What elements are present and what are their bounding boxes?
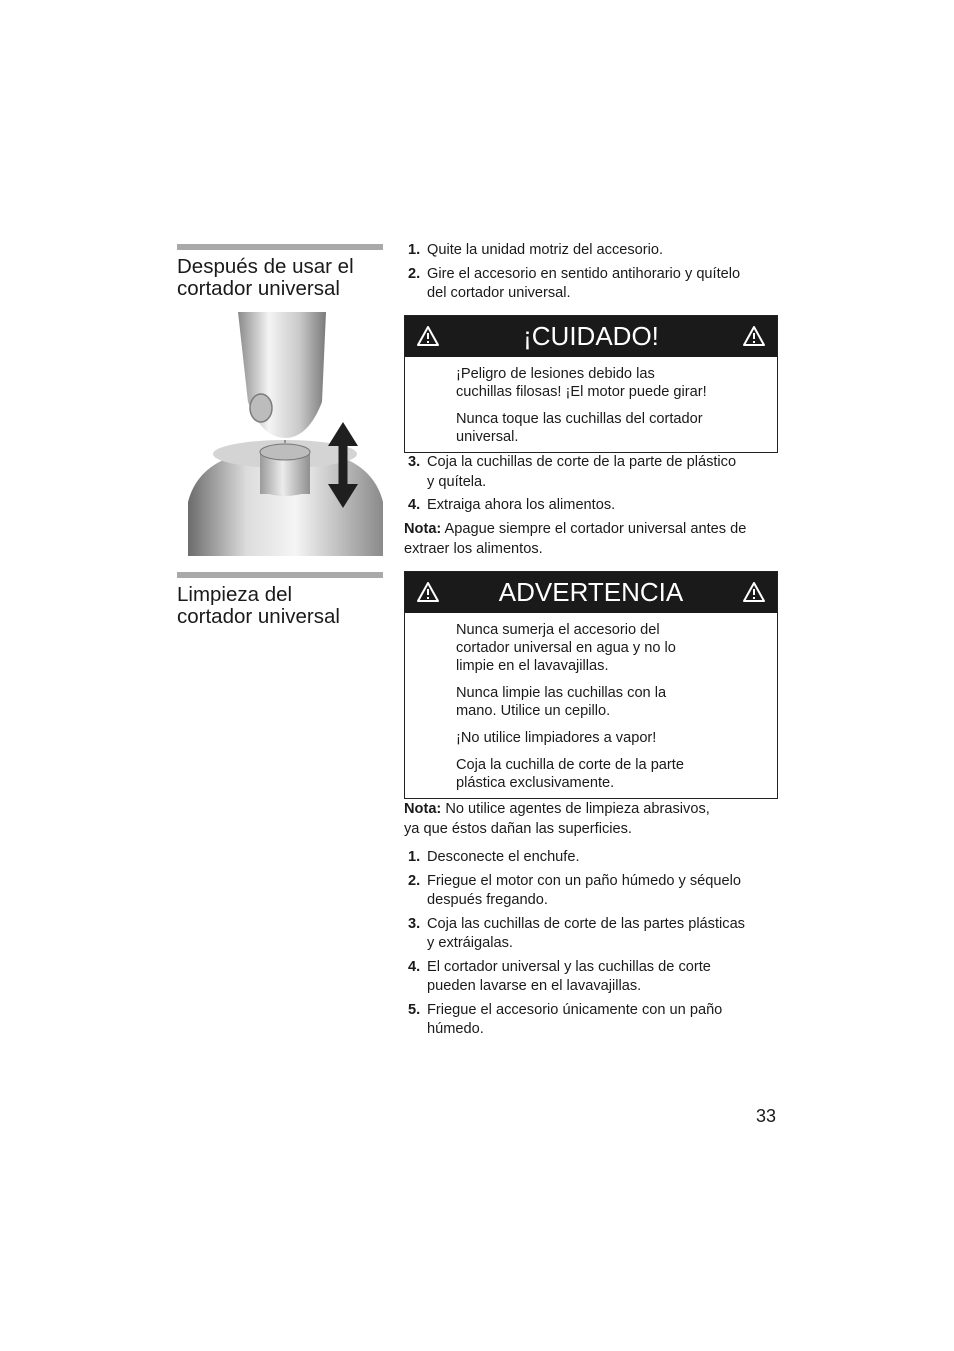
list-item <box>404 915 776 954</box>
step-text: húmedo. <box>427 1021 484 1037</box>
list-item <box>404 958 776 997</box>
warning-text: plástica exclusivamente. <box>456 775 615 791</box>
warning-triangle-icon <box>742 581 766 603</box>
warning-text: mano. Utilice un cepillo. <box>456 703 611 719</box>
list-item <box>404 241 776 261</box>
list-item <box>404 1001 776 1040</box>
caution-title: ¡CUIDADO! <box>523 321 659 351</box>
caution-paragraph <box>456 365 767 401</box>
step-number: 4. <box>408 958 421 975</box>
step-number: 3. <box>408 454 421 470</box>
warning-box <box>404 571 778 799</box>
steps-list-removal <box>404 241 776 308</box>
section-title-line: Limpieza del <box>177 583 293 606</box>
note-label: Nota: <box>404 801 442 817</box>
list-item <box>404 496 776 516</box>
note-switch-off <box>404 520 776 559</box>
caution-text: Nunca toque las cuchillas del cortador <box>456 411 703 427</box>
caution-box <box>404 315 778 453</box>
step-text: y quítela. <box>427 473 487 490</box>
step-text: Desconecte el enchufe. <box>427 849 580 865</box>
list-item <box>404 453 776 492</box>
step-text: del cortador universal. <box>427 285 571 301</box>
warning-paragraph <box>456 756 767 792</box>
step-text: Coja la cuchillas de corte de la parte de plástico <box>427 454 737 470</box>
note-text: ya que éstos dañan las superficies. <box>404 820 632 837</box>
step-text: pueden lavarse en el lavavajillas. <box>427 978 642 994</box>
step-text: y extráigalas. <box>427 935 513 951</box>
list-item <box>404 265 776 304</box>
section-title-line: cortador universal <box>177 605 340 628</box>
caution-text: universal. <box>456 429 519 445</box>
caution-body <box>405 357 777 452</box>
warning-text: Nunca limpie las cuchillas con la <box>456 685 667 701</box>
step-number: 3. <box>408 915 421 932</box>
section-divider <box>177 572 383 578</box>
section-title-after-use <box>177 256 392 300</box>
warning-body <box>405 613 777 798</box>
section-title-line: Después de usar el <box>177 255 354 278</box>
note-text: No utilice agentes de limpieza abrasivos, <box>441 801 710 817</box>
note-text: Apague siempre el cortador universal antes de <box>441 521 747 537</box>
warning-text: ¡No utilice limpiadores a vapor! <box>456 730 657 746</box>
section-title-line: cortador universal <box>177 277 340 300</box>
illustration-remove-motor-unit <box>188 312 383 556</box>
warning-header <box>405 572 777 613</box>
section-divider <box>177 244 383 250</box>
caution-text: cuchillas filosas! ¡El motor puede girar! <box>456 384 707 400</box>
caution-text: ¡Peligro de lesiones debido las <box>456 366 655 382</box>
note-label: Nota: <box>404 521 442 537</box>
step-text: Quite la unidad motriz del accesorio. <box>427 242 664 258</box>
warning-paragraph <box>456 729 767 747</box>
warning-title: ADVERTENCIA <box>498 577 684 607</box>
note-abrasives <box>404 800 776 839</box>
step-text: Friegue el accesorio únicamente con un paño <box>427 1001 723 1018</box>
warning-text: cortador universal en agua y no lo <box>456 640 676 656</box>
warning-paragraph <box>456 684 767 720</box>
steps-list-removal-continued <box>404 453 776 520</box>
warning-triangle-icon <box>742 325 766 347</box>
step-number: 1. <box>408 242 421 258</box>
step-text: después fregando. <box>427 892 548 908</box>
warning-text: limpie en el lavavajillas. <box>456 658 609 674</box>
warning-text: Nunca sumerja el accesorio del <box>456 622 660 638</box>
caution-paragraph <box>456 410 767 446</box>
step-text: Gire el accesorio en sentido antihorario y quítelo <box>427 265 741 282</box>
step-number: 2. <box>408 872 421 889</box>
step-text: Coja las cuchillas de corte de las partes plásticas <box>427 915 745 932</box>
list-item <box>404 848 776 868</box>
warning-text: Coja la cuchilla de corte de la parte <box>456 757 684 773</box>
step-number: 4. <box>408 497 421 513</box>
step-text: El cortador universal y las cuchillas de corte <box>427 958 711 975</box>
caution-header <box>405 316 777 357</box>
step-number: 1. <box>408 849 421 865</box>
step-number: 5. <box>408 1001 421 1018</box>
step-number: 2. <box>408 265 421 282</box>
note-text: extraer los alimentos. <box>404 540 543 557</box>
steps-list-cleaning <box>404 848 776 1044</box>
step-text: Friegue el motor con un paño húmedo y séquelo <box>427 872 741 889</box>
list-item <box>404 872 776 911</box>
warning-paragraph <box>456 621 767 675</box>
page-number: 33 <box>755 1106 776 1126</box>
step-text: Extraiga ahora los alimentos. <box>427 497 616 513</box>
section-title-cleaning <box>177 584 392 628</box>
